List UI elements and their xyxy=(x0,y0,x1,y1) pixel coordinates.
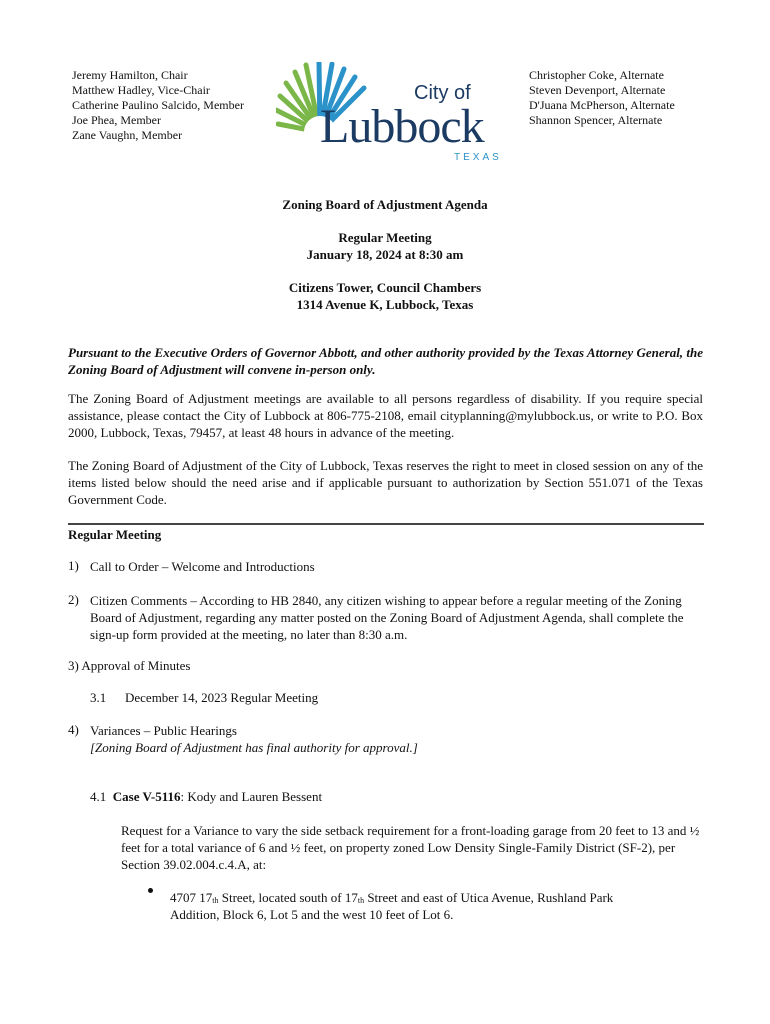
meeting-address: 1314 Avenue K, Lubbock, Texas xyxy=(296,297,474,312)
city-of-lubbock-logo xyxy=(276,62,502,170)
item-number: 4) xyxy=(68,722,79,737)
item-number: 1) xyxy=(68,558,79,573)
member-name: Catherine Paulino Salcido, Member xyxy=(72,98,244,112)
section-title: Regular Meeting xyxy=(68,527,162,542)
member-name: Matthew Hadley, Vice-Chair xyxy=(72,83,210,97)
accessibility-notice: The Zoning Board of Adjustment meetings are available to all persons regardless of disability. If you require special assistance, please contact the City of Lubbock at 806-775-2108, email cityplanning@mylubbock.us, or write to P.O. Box 2000, Lubbock, Texas, 79457, at least 48 hours in advance of the meeting. xyxy=(68,391,703,440)
alternate-name: Steven Devenport, Alternate xyxy=(529,83,666,97)
item-number: 2) xyxy=(68,592,79,607)
address-part: 4707 17 xyxy=(170,890,213,905)
executive-order-notice: Pursuant to the Executive Orders of Governor Abbott, and other authority provided by the Texas Attorney General, the Zoning Board of Adjustment will convene in-person only. xyxy=(68,345,703,377)
variance-authority-note: [Zoning Board of Adjustment has final authority for approval.] xyxy=(90,740,418,755)
address-part: Street and east of Utica Avenue, Rushland Park xyxy=(364,890,614,905)
property-legal-description: Addition, Block 6, Lot 5 and the west 10 feet of Lot 6. xyxy=(170,907,454,922)
closed-session-notice: The Zoning Board of Adjustment of the City of Lubbock, Texas reserves the right to meet in closed session on any of the items listed below should the need arise and if applicable pursuant to authorization by Section 551.071 of the Texas Government Code. xyxy=(68,458,703,507)
agenda-item-call-to-order: Call to Order – Welcome and Introductions xyxy=(90,559,315,574)
board-members-list xyxy=(72,68,244,143)
logo-city-of: City of xyxy=(414,82,471,104)
ordinal-suffix: th xyxy=(212,896,219,905)
member-name: Joe Phea, Member xyxy=(72,113,161,127)
bullet-icon xyxy=(148,888,153,893)
logo-texas: TEXAS xyxy=(454,152,502,163)
alternate-name: Christopher Coke, Alternate xyxy=(529,68,664,82)
member-name: Jeremy Hamilton, Chair xyxy=(72,68,188,82)
agenda-title: Zoning Board of Adjustment Agenda xyxy=(282,197,488,212)
agenda-item-approval-of-minutes: 3) Approval of Minutes xyxy=(68,658,191,673)
address-part: Street, located south of 17 xyxy=(218,890,358,905)
agenda-item-citizen-comments: Citizen Comments – According to HB 2840, any citizen wishing to appear before a regular meeting of the Zoning Board of Adjustment, regarding any matter posted on the Zoning Board of Adjustment Agenda, shall complete the sign-up form provided at the meeting, no later than 8:30 a.m. xyxy=(90,593,684,642)
case-id: Case V-5116 xyxy=(112,789,181,804)
meeting-location: Citizens Tower, Council Chambers xyxy=(288,280,482,295)
minutes-entry: December 14, 2023 Regular Meeting xyxy=(125,690,319,705)
case-number: 4.1 xyxy=(90,789,107,804)
section-divider xyxy=(68,523,704,525)
logo-lubbock: Lubbock xyxy=(320,100,484,153)
member-name: Zane Vaughn, Member xyxy=(72,128,183,142)
variance-request: Request for a Variance to vary the side setback requirement for a front-loading garage from 20 feet to 13 and ½ feet for a total variance of 6 and ½ feet, on property zoned Low Density Single-Family District (SF-2), per Section 39.02.004.c.4.A, at: xyxy=(121,823,700,872)
meeting-date: January 18, 2024 at 8:30 am xyxy=(306,247,464,262)
alternate-name: D'Juana McPherson, Alternate xyxy=(529,98,675,112)
meeting-type: Regular Meeting xyxy=(338,230,432,245)
case-heading xyxy=(90,788,322,805)
agenda-item-variances: Variances – Public Hearings xyxy=(90,723,237,738)
case-applicant: : Kody and Lauren Bessent xyxy=(180,789,323,804)
sub-item-number: 3.1 xyxy=(90,690,107,705)
alternate-name: Shannon Spencer, Alternate xyxy=(529,113,663,127)
ordinal-suffix: th xyxy=(357,896,365,905)
alternates-list xyxy=(529,68,675,128)
